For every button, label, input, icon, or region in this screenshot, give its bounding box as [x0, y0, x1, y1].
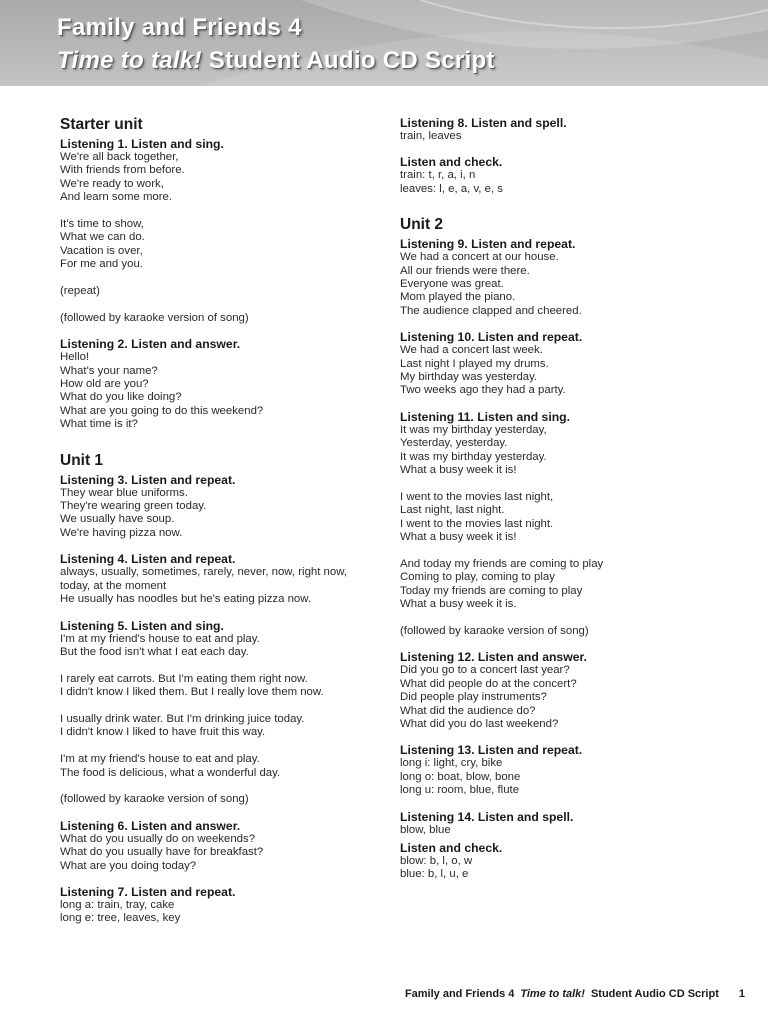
listening-heading: Listening 13. Listen and repeat.: [400, 743, 583, 758]
stanza-break: [400, 612, 720, 625]
script-line: leaves: l, e, a, v, e, s: [400, 182, 503, 195]
listening-section: [400, 743, 720, 797]
header-title-italic: Time to talk!: [57, 47, 202, 74]
script-line: They wear blue uniforms.: [60, 486, 188, 499]
script-line: What a busy week it is.: [400, 598, 517, 611]
listening-section: [400, 155, 720, 196]
script-line: long o: boat, blow, bone: [400, 770, 521, 783]
script-line: We usually have soup.: [60, 513, 175, 526]
listening-section: [60, 819, 370, 873]
unit-heading: Starter unit: [60, 116, 143, 133]
script-line: I usually drink water. But I'm drinking juice today.: [60, 712, 305, 725]
script-line: always, usually, sometimes, rarely, never, now, right now,: [60, 566, 347, 579]
script-line: Everyone was great.: [400, 278, 504, 291]
script-line: What do you usually do on weekends?: [60, 832, 256, 845]
listening-section: [400, 237, 720, 318]
script-line: And learn some more.: [60, 191, 173, 204]
script-line: today, at the moment: [60, 579, 167, 592]
script-line: We're all back together,: [60, 151, 179, 163]
listening-heading: Listening 1. Listen and sing.: [60, 137, 224, 151]
footer-rest: Student Audio CD Script: [590, 988, 719, 1000]
script-line: Last night I played my drums.: [400, 357, 549, 370]
script-line: It was my birthday yesterday.: [400, 450, 547, 463]
stanza-break: [60, 298, 370, 311]
script-line: But the food isn't what I eat each day.: [60, 645, 249, 658]
script-line: He usually has noodles but he's eating pizza now.: [60, 593, 312, 606]
script-line: I didn't know I liked them. But I really love them now.: [60, 686, 324, 699]
script-line: I'm at my friend's house to eat and play.: [60, 753, 260, 766]
script-line: All our friends were there.: [400, 264, 530, 277]
listening-section: [400, 410, 720, 638]
script-line: For me and you.: [60, 258, 143, 271]
listening-heading: Listening 4. Listen and repeat.: [60, 552, 236, 567]
script-line: Hello!: [60, 351, 90, 364]
script-line: The food is delicious, what a wonderful day.: [60, 766, 281, 779]
script-line: We're ready to work,: [60, 177, 164, 190]
script-line: Coming to play, coming to play: [400, 571, 555, 584]
stanza-break: [400, 545, 720, 558]
script-line: Did you go to a concert last year?: [400, 664, 570, 677]
listening-section: [400, 650, 720, 731]
script-line: (followed by karaoke version of song): [60, 793, 249, 806]
listening-heading: Listen and check.: [400, 155, 503, 170]
script-line: (followed by karaoke version of song): [60, 311, 249, 324]
script-line: What we can do.: [60, 231, 145, 244]
script-line: Did people play instruments?: [400, 691, 547, 704]
header-banner: [0, 0, 768, 86]
script-line: I'm at my friend's house to eat and play.: [60, 632, 260, 645]
script-line: train, leaves: [400, 130, 462, 142]
script-line: blue: b, l, u, e: [400, 868, 469, 881]
listening-heading: Listening 7. Listen and repeat.: [60, 884, 236, 899]
listening-heading: Listening 11. Listen and sing.: [400, 409, 570, 424]
script-line: What did the audience do?: [400, 704, 536, 717]
listening-heading: Listening 5. Listen and sing.: [60, 618, 224, 633]
script-line: What are you going to do this weekend?: [60, 404, 264, 417]
unit-heading: Unit 1: [60, 451, 104, 469]
script-line: What a busy week it is!: [400, 531, 517, 544]
stanza-break: [60, 659, 370, 672]
script-line: Vacation is over,: [60, 244, 143, 257]
page-number: 1: [738, 988, 745, 1000]
script-line: The audience clapped and cheered.: [400, 304, 582, 317]
listening-section: [60, 619, 370, 807]
listening-heading: Listening 14. Listen and spell.: [400, 809, 574, 824]
script-line: With friends from before.: [60, 164, 185, 177]
footer-italic: Time to talk!: [520, 988, 585, 1000]
script-line: blow: b, l, o, w: [400, 854, 473, 867]
script-line: What's your name?: [60, 364, 158, 377]
script-line: I went to the movies last night.: [400, 517, 554, 530]
listening-section: [400, 810, 720, 837]
script-line: train: t, r, a, i, n: [400, 169, 476, 182]
unit-heading: Unit 2: [400, 216, 444, 234]
listening-section: [60, 552, 370, 606]
script-line: long i: light, cry, bike: [400, 757, 503, 770]
listening-section: [60, 473, 370, 541]
script-line: I didn't know I liked to have fruit this way.: [60, 726, 266, 739]
listening-section: [60, 337, 370, 431]
listening-heading: Listening 6. Listen and answer.: [60, 818, 241, 833]
stanza-break: [60, 205, 370, 218]
page-footer: [0, 988, 745, 1000]
footer-title: Family and Friends 4: [404, 988, 515, 1000]
stanza-break: [60, 272, 370, 285]
header-title-line2: [57, 47, 495, 75]
script-line: How old are you?: [60, 378, 149, 391]
script-line: It was my birthday yesterday,: [400, 423, 547, 436]
script-line: Mom played the piano.: [400, 291, 516, 304]
script-line: What time is it?: [60, 418, 138, 431]
script-line: My birthday was yesterday.: [400, 371, 538, 384]
script-line: What do you usually have for breakfast?: [60, 846, 264, 859]
script-line: What did you do last weekend?: [400, 717, 559, 730]
script-line: Two weeks ago they had a party.: [400, 384, 566, 397]
script-line: (repeat): [60, 285, 100, 298]
listening-section: [400, 330, 720, 398]
listening-section: [400, 116, 720, 143]
script-line: What are you doing today?: [60, 859, 197, 872]
listening-heading: Listening 12. Listen and answer.: [400, 650, 587, 665]
script-line: We're having pizza now.: [60, 526, 183, 539]
listening-heading: Listening 3. Listen and repeat.: [60, 472, 236, 487]
script-line: I rarely eat carrots. But I'm eating them right now.: [60, 672, 308, 685]
right-column: [400, 116, 720, 894]
script-line: Last night, last night.: [400, 504, 505, 517]
script-line: long a: train, tray, cake: [60, 898, 175, 911]
script-line: blow, blue: [400, 823, 451, 836]
listening-section: [400, 841, 720, 882]
stanza-break: [60, 740, 370, 753]
listening-heading: Listening 9. Listen and repeat.: [400, 237, 576, 252]
listening-heading: Listening 8. Listen and spell.: [400, 116, 567, 130]
script-line: What did people do at the concert?: [400, 677, 577, 690]
header-title-line1: Family and Friends 4: [57, 14, 302, 41]
script-line: Today my friends are coming to play: [400, 584, 583, 597]
script-line: And today my friends are coming to play: [400, 557, 604, 570]
script-line: We had a concert last week.: [400, 344, 543, 357]
header-title-rest: Student Audio CD Script: [208, 47, 495, 74]
stanza-break: [400, 478, 720, 491]
script-line: long u: room, blue, flute: [400, 784, 520, 797]
script-line: Yesterday, yesterday.: [400, 437, 508, 450]
left-column: [60, 116, 370, 938]
script-line: What a busy week it is!: [400, 464, 517, 477]
stanza-break: [60, 780, 370, 793]
listening-section: [60, 137, 370, 325]
script-line: We had a concert at our house.: [400, 251, 559, 264]
listening-heading: Listening 10. Listen and repeat.: [400, 330, 583, 345]
listening-heading: Listen and check.: [400, 840, 503, 855]
script-line: What do you like doing?: [60, 391, 182, 404]
script-line: They're wearing green today.: [60, 500, 207, 513]
stanza-break: [60, 700, 370, 713]
script-line: long e: tree, leaves, key: [60, 912, 181, 925]
listening-section: [60, 885, 370, 926]
script-line: It's time to show,: [60, 218, 144, 231]
script-line: (followed by karaoke version of song): [400, 624, 589, 637]
script-line: I went to the movies last night,: [400, 490, 554, 503]
listening-heading: Listening 2. Listen and answer.: [60, 337, 241, 352]
